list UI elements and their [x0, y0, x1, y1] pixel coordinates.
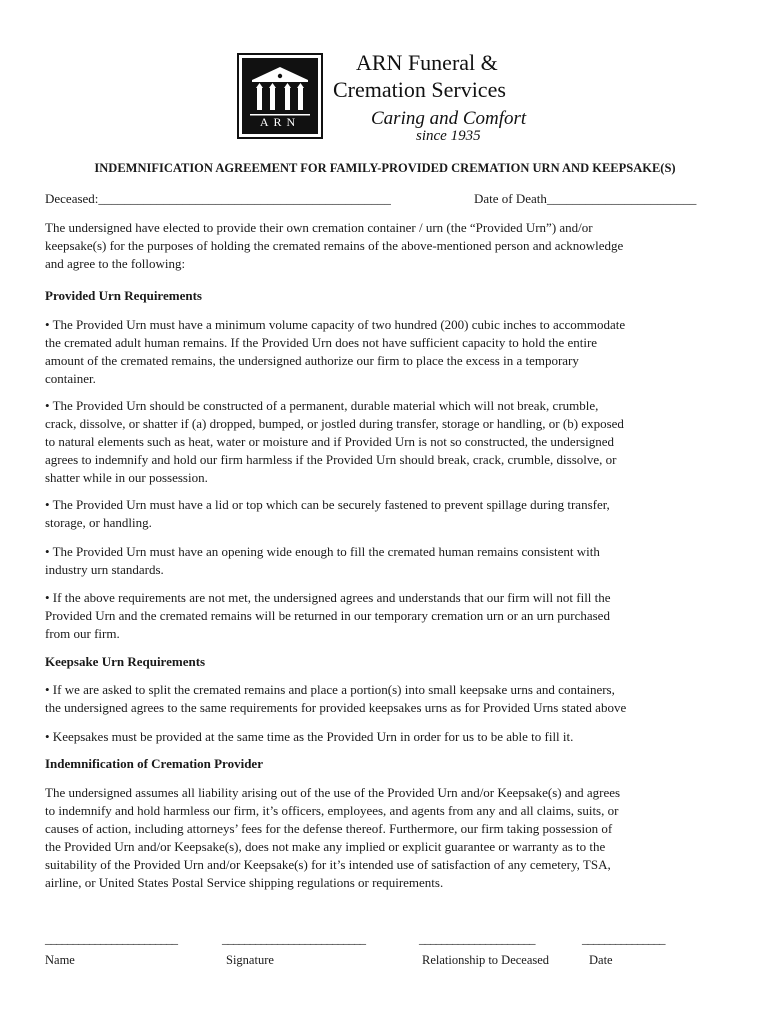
relationship-signature-line[interactable]: _____________________ — [419, 931, 535, 946]
text-line: • The Provided Urn must have a minimum volume capacity of two hundred (200) cubic inches to accommodate — [45, 317, 626, 332]
date-of-death-field[interactable]: Date of Death_______________________ — [474, 191, 697, 206]
date-label: Date — [589, 953, 613, 967]
signature-label: Signature — [226, 953, 274, 967]
provided-urn-opening-paragraph — [45, 543, 725, 579]
arn-logo — [237, 53, 323, 139]
text-line: causes of action, including attorneys’ fees for the defense thereof. Furthermore, our firm taking possession of — [45, 821, 613, 836]
tagline: Caring and Comfort — [371, 108, 527, 129]
name-label: Name — [45, 953, 75, 967]
text-line: • Keepsakes must be provided at the same time as the Provided Urn in order for us to be able to fill it. — [45, 729, 574, 744]
keepsake-split-paragraph — [45, 681, 725, 717]
text-line: The undersigned have elected to provide their own cremation container / urn (the “Provided Urn”) and/or — [45, 220, 593, 235]
text-line: The undersigned assumes all liability arising out of the use of the Provided Urn and/or Keepsake(s) and agrees — [45, 785, 621, 800]
text-line: agrees to indemnify and hold our firm harmless if the Provided Urn should break, crack, crumble, dissolve, or — [45, 452, 617, 467]
text-line: and agree to the following: — [45, 256, 186, 271]
text-line: from our firm. — [45, 626, 120, 641]
document-title: INDEMNIFICATION AGREEMENT FOR FAMILY-PROVIDED CREMATION URN AND KEEPSAKE(S) — [94, 161, 676, 175]
text-line: the Provided Urn and/or Keepsake(s), does not make any implied or explicit guarantee or warranty as to the — [45, 839, 606, 854]
keepsake-timing-paragraph — [45, 728, 725, 746]
date-signature-line[interactable]: _______________ — [582, 931, 665, 946]
text-line: suitability of the Provided Urn and/or Keepsake(s) for it’s intended use of satisfaction of any cemetery, TSA, — [45, 857, 611, 872]
text-line: to natural elements such as heat, water or moisture and if Provided Urn is not so constructed, the undersigned — [45, 434, 614, 449]
text-line: storage, or handling. — [45, 515, 152, 530]
section-heading-provided-urn: Provided Urn Requirements — [45, 288, 202, 303]
text-line: amount of the cremated remains, the undersigned authorize our firm to place the excess in a temporary — [45, 353, 579, 368]
text-line: the cremated adult human remains. If the Provided Urn does not have sufficient capacity to hold the entire — [45, 335, 598, 350]
text-line: • If we are asked to split the cremated remains and place a portion(s) into small keepsake urns and containers, — [45, 682, 615, 697]
provided-urn-material-paragraph — [45, 397, 725, 487]
text-line: • If the above requirements are not met, the undersigned agrees and understands that our firm will not fill the — [45, 590, 611, 605]
section-heading-keepsake-urn: Keepsake Urn Requirements — [45, 654, 206, 669]
text-line: • The Provided Urn must have a lid or top which can be securely fastened to prevent spillage during transfer, — [45, 497, 610, 512]
text-line: keepsake(s) for the purposes of holding the cremated remains of the above-mentioned person and acknowledge — [45, 238, 624, 253]
provided-urn-capacity-paragraph — [45, 316, 725, 388]
provided-urn-not-met-paragraph — [45, 589, 725, 643]
text-line: the undersigned agrees to the same requirements for provided keepsakes urns as for Provided Urns stated above — [45, 700, 627, 715]
company-name-line1: ARN Funeral & — [356, 50, 498, 75]
text-line: crack, dissolve, or shatter if (a) dropped, bumped, or jostled during transfer, storage or handling, or (b) exposed — [45, 416, 624, 431]
text-line: container. — [45, 371, 96, 386]
text-line: industry urn standards. — [45, 562, 164, 577]
company-name-line2: Cremation Services — [333, 77, 506, 102]
name-signature-line[interactable]: ________________________ — [45, 931, 177, 946]
text-line: Provided Urn and the cremated remains will be returned in our temporary cremation urn or an urn purchased — [45, 608, 610, 623]
provided-urn-lid-paragraph — [45, 496, 725, 532]
text-line: airline, or United States Postal Service shipping regulations or requirements. — [45, 875, 444, 890]
intro-paragraph — [45, 219, 725, 273]
text-line: shatter while in our possession. — [45, 470, 208, 485]
indemnification-paragraph — [45, 784, 725, 892]
text-line: • The Provided Urn must have an opening wide enough to fill the cremated human remains consistent with — [45, 544, 600, 559]
deceased-field[interactable]: Deceased:_____________________________________________ — [45, 191, 391, 206]
signature-line[interactable]: __________________________ — [222, 931, 365, 946]
tagline-since: since 1935 — [416, 128, 481, 144]
logo-wordmark: ARN — [259, 115, 301, 129]
section-heading-indemnification: Indemnification of Cremation Provider — [45, 756, 263, 771]
relationship-label: Relationship to Deceased — [422, 953, 550, 967]
text-line: • The Provided Urn should be constructed of a permanent, durable material which will not break, crumble, — [45, 398, 599, 413]
text-line: to indemnify and hold harmless our firm, it’s officers, employees, and agents from any and all claims, suits, or — [45, 803, 619, 818]
